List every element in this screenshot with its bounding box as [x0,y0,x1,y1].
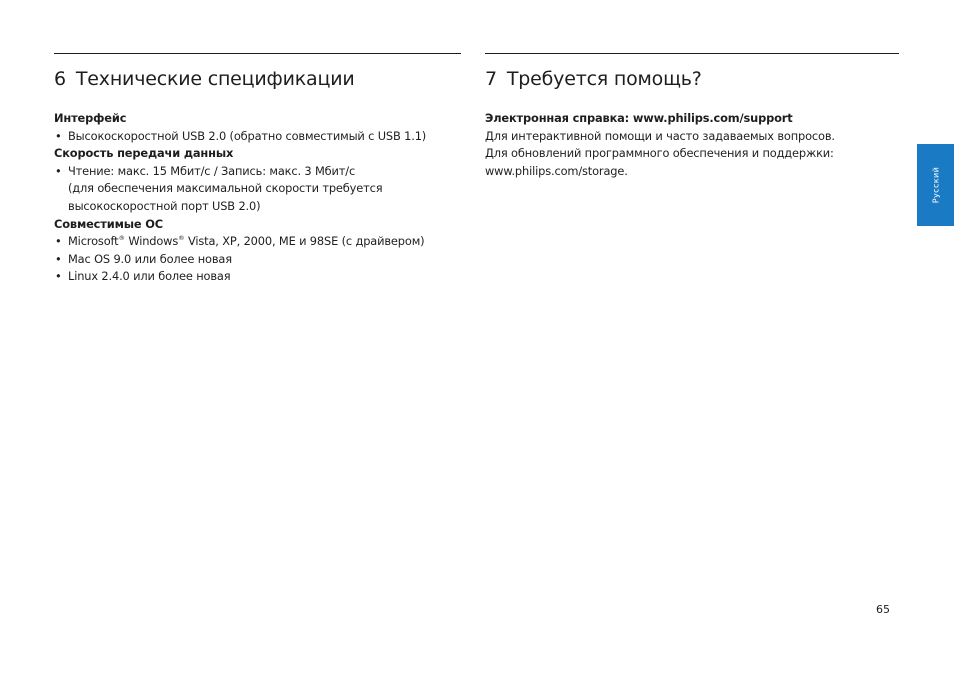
specifications-column [54,110,464,286]
registered-mark: ® [178,234,185,243]
bullet-glyph: • [55,269,62,284]
transfer-speed-line-3: высокоскоростной порт USB 2.0) [68,198,261,213]
os-list-item-mac [54,251,464,269]
language-tab-label: Русский [931,166,940,204]
os-windows-microsoft: Microsoft [68,234,119,249]
os-mac-text: Mac OS 9.0 или более новая [68,251,232,266]
bullet-glyph: • [55,234,62,249]
bullet-glyph: • [55,128,62,143]
os-windows-versions: Vista, XP, 2000, ME и 98SE (с драйвером) [184,234,425,249]
section-6-number: 6 [54,68,66,90]
os-list-item-linux [54,268,464,286]
section-7-title [485,68,702,90]
transfer-speed-line-2: (для обеспечения максимальной скорости требуется [68,181,383,196]
os-list-item-windows [54,233,464,251]
interface-list-item [54,128,464,146]
os-windows-windows: Windows [124,234,179,249]
section-7-number: 7 [485,68,497,90]
help-line-2: Для обновлений программного обеспечения и поддержки: [485,146,834,161]
transfer-speed-list-item [54,163,464,216]
section-6-title-text: Технические спецификации [75,68,355,90]
interface-heading: Интерфейс [54,111,127,125]
section-7-top-rule [485,53,899,54]
os-windows-text [68,234,424,248]
section-6-title [54,68,355,90]
help-line-3: www.philips.com/storage. [485,163,628,178]
transfer-speed-line-1: Чтение: макс. 15 Мбит/с / Запись: макс. 3 Мбит/с [68,163,356,178]
section-7-title-text: Требуется помощь? [506,68,702,90]
compatible-os-heading: Совместимые ОС [54,216,164,231]
os-linux-text: Linux 2.4.0 или более новая [68,269,231,284]
bullet-glyph: • [55,251,62,266]
language-tab [917,144,954,226]
help-line-1: Для интерактивной помощи и часто задаваемых вопросов. [485,128,835,143]
page-number: 65 [876,603,890,616]
online-help-heading: Электронная справка: www.philips.com/support [485,111,793,125]
help-column [485,110,905,180]
interface-item-text: Высокоскоростной USB 2.0 (обратно совместимый с USB 1.1) [68,128,427,143]
section-6-top-rule [54,53,461,54]
transfer-speed-heading: Скорость передачи данных [54,146,234,161]
bullet-glyph: • [55,163,62,178]
registered-mark: ® [118,234,125,243]
